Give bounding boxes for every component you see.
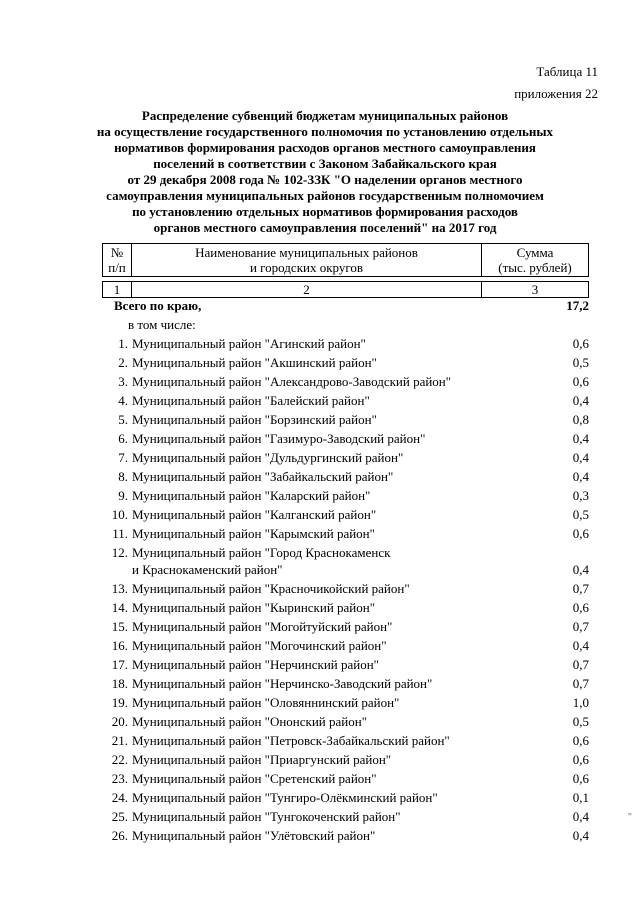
- col-sum-header: Сумма (тыс. рублей): [482, 244, 589, 277]
- row-number: 19.: [111, 695, 128, 710]
- subtotal-caption: в том числе:: [128, 317, 196, 332]
- table-row: [102, 674, 589, 693]
- table-row: [102, 467, 589, 486]
- table-row: [102, 410, 589, 429]
- row-name-line: Муниципальный район "Могочинский район": [132, 638, 387, 653]
- row-value: 0,5: [572, 507, 589, 522]
- row-name: [132, 636, 387, 655]
- row-number: 26.: [111, 828, 128, 843]
- row-number: 16.: [111, 638, 128, 653]
- row-name: [132, 788, 438, 807]
- title-line: нормативов формирования расходов органов местного самоуправления: [114, 140, 536, 155]
- table-row: [102, 598, 589, 617]
- title-line: поселений в соответствии с Законом Забайкальского края: [153, 156, 497, 171]
- row-number: 18.: [111, 676, 128, 691]
- row-name: [132, 712, 367, 731]
- row-name: [132, 655, 379, 674]
- row-value: 0,7: [572, 581, 589, 596]
- table-row: [102, 486, 589, 505]
- row-value: 0,5: [572, 355, 589, 370]
- table-row: [102, 655, 589, 674]
- row-value: 0,6: [572, 752, 589, 767]
- table-row: [102, 750, 589, 769]
- row-name: [132, 731, 450, 750]
- row-name-line: Муниципальный район "Нерчинско-Заводский район": [132, 676, 433, 691]
- row-name-line: Муниципальный район "Сретенский район": [132, 771, 377, 786]
- row-number: 9.: [118, 488, 128, 503]
- row-number: 1.: [118, 336, 128, 351]
- row-name-line: Муниципальный район "Борзинский район": [132, 412, 377, 427]
- row-name: [132, 693, 399, 712]
- row-value: 0,7: [572, 619, 589, 634]
- row-name-line: Муниципальный район "Красночикойский район": [132, 581, 410, 596]
- row-name: [132, 807, 401, 826]
- row-name: [132, 617, 392, 636]
- row-name-line: Муниципальный район "Город Краснокаменск: [132, 545, 391, 560]
- col-number-header: № п/п: [103, 244, 132, 277]
- row-name: [132, 674, 432, 693]
- total-label: Всего по краю,: [114, 298, 202, 313]
- col-name-header: Наименование муниципальных районов и городских округов: [132, 244, 482, 277]
- row-number: 22.: [111, 752, 128, 767]
- table-row: [102, 636, 589, 655]
- row-value: 0,6: [572, 526, 589, 541]
- table-row: [102, 579, 589, 598]
- row-number: 25.: [111, 809, 128, 824]
- row-value: 0,4: [572, 431, 589, 446]
- row-number: 6.: [118, 431, 128, 446]
- row-number: 2.: [118, 355, 128, 370]
- row-number: 5.: [118, 412, 128, 427]
- table-row: [102, 334, 589, 353]
- row-name-line: Муниципальный район "Дульдургинский район": [132, 450, 404, 465]
- table-row: [102, 731, 589, 750]
- row-name-line: Муниципальный район "Газимуро-Заводский район": [132, 431, 426, 446]
- title-line: органов местного самоуправления поселений" на 2017 год: [153, 220, 497, 235]
- title-line: по установлению отдельных нормативов формирования расходов: [132, 204, 518, 219]
- table-row: [102, 429, 589, 448]
- row-name: [132, 410, 377, 429]
- table-body: [102, 296, 589, 845]
- row-name-line: Муниципальный район "Александрово-Заводский район": [132, 374, 452, 389]
- row-number: 10.: [111, 507, 128, 522]
- row-value: 0,3: [572, 488, 589, 503]
- row-number: 7.: [118, 450, 128, 465]
- row-name-line: Муниципальный район "Балейский район": [132, 393, 370, 408]
- row-name: [132, 544, 390, 578]
- row-name-line: и Краснокаменский район": [132, 562, 283, 577]
- row-name-line: Муниципальный район "Нерчинский район": [132, 657, 379, 672]
- table-header: [102, 243, 589, 298]
- table-row: [102, 826, 589, 845]
- row-name-line: Муниципальный район "Калганский район": [132, 507, 377, 522]
- table-row: [102, 543, 589, 579]
- table-row: [102, 788, 589, 807]
- table-row: [102, 712, 589, 731]
- row-value: 0,1: [572, 790, 589, 805]
- row-value: 0,4: [572, 393, 589, 408]
- row-number: 11.: [112, 526, 128, 541]
- row-name: [132, 429, 425, 448]
- row-value: 0,4: [572, 638, 589, 653]
- col-index-3: 3: [482, 282, 589, 298]
- row-value: 0,6: [572, 336, 589, 351]
- col-index-2: 2: [132, 282, 482, 298]
- row-number: 8.: [118, 469, 128, 484]
- row-name-line: Муниципальный район "Оловяннинский район": [132, 695, 400, 710]
- row-name: [132, 579, 410, 598]
- title-line: на осуществление государственного полномочия по установлению отдельных: [96, 124, 554, 139]
- row-value: 0,7: [572, 676, 589, 691]
- table-label: Таблица 11: [536, 64, 598, 79]
- row-number: 14.: [111, 600, 128, 615]
- row-value: 1,0: [572, 695, 589, 710]
- row-number: 4.: [118, 393, 128, 408]
- table-row: [102, 391, 589, 410]
- title-line: Распределение субвенций бюджетам муниципальных районов: [141, 108, 509, 123]
- row-number: 3.: [118, 374, 128, 389]
- row-name-line: Муниципальный район "Улётовский район": [132, 828, 376, 843]
- row-value: 0,4: [572, 562, 589, 577]
- row-number: 15.: [111, 619, 128, 634]
- row-value: 0,6: [572, 374, 589, 389]
- row-name: [132, 486, 370, 505]
- row-name-line: Муниципальный район "Карымский район": [132, 526, 375, 541]
- row-value: 0,8: [572, 412, 589, 427]
- row-name: [132, 334, 366, 353]
- row-value: 0,4: [572, 828, 589, 843]
- table-row: [102, 353, 589, 372]
- row-number: 12.: [111, 545, 128, 560]
- row-number: 24.: [111, 790, 128, 805]
- row-name: [132, 826, 375, 845]
- total-row: [102, 296, 589, 315]
- row-value: 0,4: [572, 469, 589, 484]
- row-name: [132, 448, 403, 467]
- edge-mark: ": [627, 812, 632, 823]
- row-name-line: Муниципальный район "Петровск-Забайкальский район": [132, 733, 450, 748]
- row-name-line: Муниципальный район "Тунгокоченский район": [132, 809, 401, 824]
- row-name-line: Муниципальный район "Приаргунский район": [132, 752, 392, 767]
- col-index-1: 1: [103, 282, 132, 298]
- row-name: [132, 467, 393, 486]
- row-number: 23.: [111, 771, 128, 786]
- row-value: 0,4: [572, 809, 589, 824]
- total-value: 17,2: [566, 298, 589, 313]
- row-number: 13.: [111, 581, 128, 596]
- table-row: [102, 693, 589, 712]
- row-name: [132, 391, 370, 410]
- row-name-line: Муниципальный район "Могойтуйский район": [132, 619, 393, 634]
- table-row: [102, 524, 589, 543]
- row-name: [132, 769, 377, 788]
- appendix-label: приложения 22: [514, 86, 598, 101]
- table-row: [102, 448, 589, 467]
- row-number: 17.: [111, 657, 128, 672]
- row-value: 0,5: [572, 714, 589, 729]
- row-name: [132, 505, 376, 524]
- row-name: [132, 524, 375, 543]
- table-row: [102, 505, 589, 524]
- row-name: [132, 750, 391, 769]
- row-name-line: Муниципальный район "Забайкальский район": [132, 469, 394, 484]
- subtotal-caption-row: [102, 315, 589, 334]
- row-number: 21.: [111, 733, 128, 748]
- row-number: 20.: [111, 714, 128, 729]
- row-name-line: Муниципальный район "Каларский район": [132, 488, 371, 503]
- row-name-line: Муниципальный район "Акшинский район": [132, 355, 377, 370]
- document-title: [80, 108, 570, 236]
- table-row: [102, 372, 589, 391]
- row-value: 0,6: [572, 600, 589, 615]
- table-row: [102, 769, 589, 788]
- title-line: от 29 декабря 2008 года № 102-ЗЗК "О наделении органов местного: [127, 172, 523, 187]
- row-value: 0,7: [572, 657, 589, 672]
- row-value: 0,4: [572, 450, 589, 465]
- row-value: 0,6: [572, 733, 589, 748]
- row-name-line: Муниципальный район "Тунгиро-Олёкминский район": [132, 790, 438, 805]
- row-name-line: Муниципальный район "Кыринский район": [132, 600, 376, 615]
- row-name-line: Муниципальный район "Агинский район": [132, 336, 366, 351]
- title-line: самоуправления муниципальных районов государственным полномочием: [106, 188, 544, 203]
- row-name: [132, 372, 451, 391]
- row-name: [132, 353, 377, 372]
- table-row: [102, 807, 589, 826]
- row-name: [132, 598, 375, 617]
- row-name-line: Муниципальный район "Ононский район": [132, 714, 368, 729]
- row-value: 0,6: [572, 771, 589, 786]
- table-row: [102, 617, 589, 636]
